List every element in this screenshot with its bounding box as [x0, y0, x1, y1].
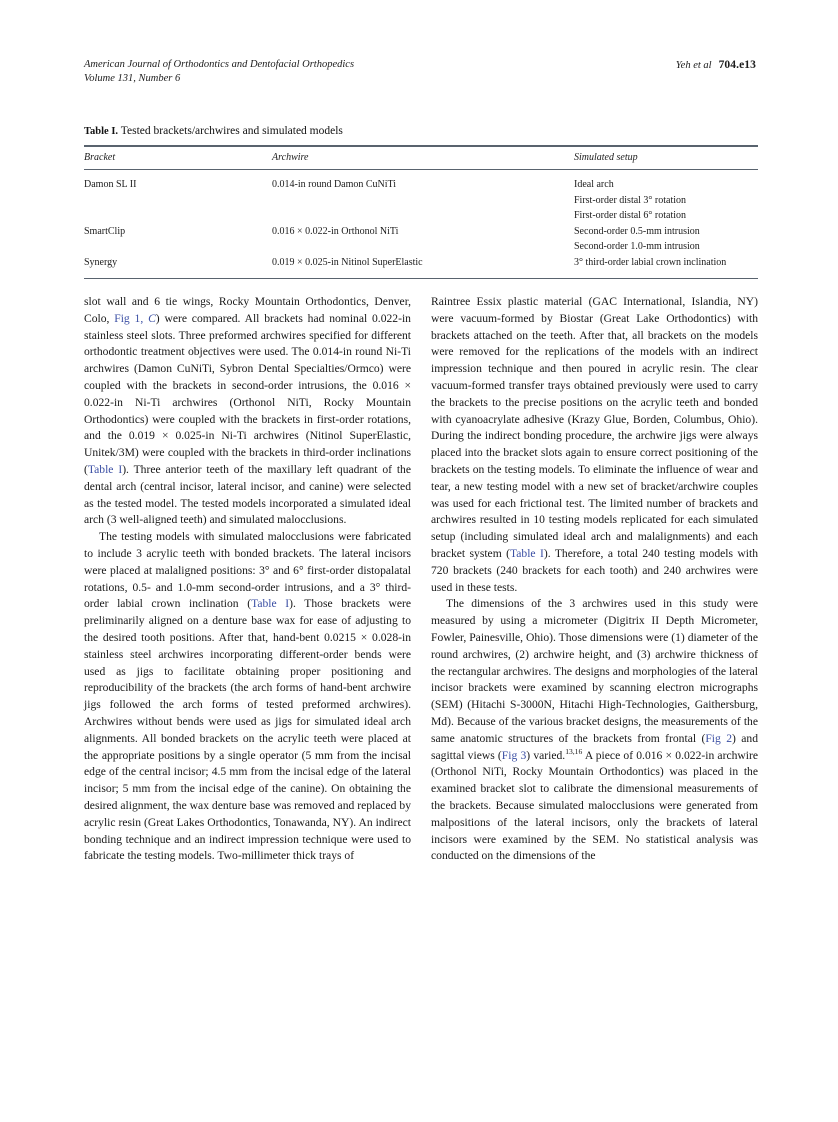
table-body: [84, 170, 758, 279]
journal-title: [84, 58, 354, 86]
figure-link[interactable]: Fig 3: [501, 748, 527, 762]
paragraph: [84, 294, 411, 529]
paragraph: [431, 294, 758, 596]
author-citation: Yeh et al: [675, 60, 712, 71]
text-run: ,: [140, 311, 149, 325]
right-column: [431, 294, 758, 865]
setup-line: Second-order 1.0-mm intrusion: [574, 241, 700, 253]
table-block: [84, 124, 758, 279]
left-column: [84, 294, 411, 865]
text-run: slot wall and 6 tie wings, Rocky Mountain Orthodontics, Denver, Colo,: [84, 295, 411, 325]
column-header-archwire-label: Archwire: [272, 152, 309, 163]
cell-bracket: SmartClip: [84, 225, 126, 237]
text-run: The testing models with simulated malocclusions were fabricated to include 3 acrylic teeth with bonded brackets. The lateral incisors were placed at malaligned positions: 3° and 6° first-order distopalatal rotations, 0.5- and 1.0-mm second-order intrusions, and a 3° third-order labial crown inclination (: [84, 530, 411, 611]
text-run: ). Therefore, a total 240 testing models with 720 brackets (240 brackets for each tooth) and 240 archwires were used in these tests.: [431, 546, 759, 594]
cell-archwire: 0.014-in round Damon CuNiTi: [272, 179, 397, 190]
running-head: [84, 58, 756, 92]
journal-volume-issue: Volume 131, Number 6: [84, 73, 181, 84]
table-link[interactable]: Table I: [251, 597, 290, 611]
setup-line: First-order distal 3° rotation: [574, 194, 687, 206]
text-run: ). Those brackets were preliminarily aligned on a denture base wax for ease of adjusting to the desired tooth positions. After that, hand-bent 0.0215 × 0.028-in stainless steel archwires incorporating different-order bends were used as jigs to facilitate obtaining proper positioning and reproducibility of the brackets (the arch forms of hand-bent archwire jigs followed the arch forms of tested preformed archwires). Archwires without bends were used as jigs for simulated ideal arch alignments. All bonded brackets on the acrylic teeth were placed at the appropriate positions by a single operator (5 mm from the incisal edge of the central incisor; 4.5 mm from the incisal edge of the lateral incisor; 5 mm from the incisal edge of the canine). On obtaining the desired alignment, the wax denture base was removed and replaced by acrylic resin (Great Lakes Orthodontics, Tonawanda, NY). An indirect bonding technique and an indirect impression technique were used to fabricate the testing models. Two-millimeter thick trays of: [84, 597, 412, 863]
text-run: A piece of 0.016 × 0.022-in archwire (Orthonol NiTi, Rocky Mountain Orthodontics) was placed in the examined bracket slot to calibrate the dimensional measurements of the brackets. Because simulated malocclusions were generated from malpositions of the lateral incisors, only the brackets of lateral incisors were examined by the SEM. No statistical analysis was conducted on the dimensions of the: [431, 748, 758, 863]
table-head: [84, 146, 758, 170]
cell-archwire: 0.019 × 0.025-in Nitinol SuperElastic: [272, 256, 423, 268]
page-number: 704.e13: [718, 59, 756, 71]
setup-line: First-order distal 6° rotation: [574, 210, 687, 222]
setup-line: 3° third-order labial crown inclination: [574, 256, 727, 268]
text-run: ). Three anterior teeth of the maxillary left quadrant of the dental arch (central incisor, lateral incisor, and canine) were selected as the tested model. The tested models incorporated a simulated ideal arch (3 well-aligned teeth) and simulated malocclusions.: [84, 462, 412, 527]
table-caption: [84, 124, 758, 139]
cell-setup: [574, 224, 758, 255]
cell-archwire: 0.016 × 0.022-in Orthonol NiTi: [272, 225, 399, 237]
table-title: Tested brackets/archwires and simulated models: [120, 125, 343, 137]
text-run: ) and sagittal views (: [431, 731, 758, 762]
text-run: ) varied.: [526, 748, 566, 762]
column-header-simulated-setup: [574, 146, 758, 170]
cell-bracket: Damon SL II: [84, 179, 137, 190]
table-row: [84, 255, 758, 278]
cell-bracket: Synergy: [84, 256, 118, 268]
cell-setup: [574, 170, 758, 224]
figure-link[interactable]: Fig 2: [705, 731, 732, 745]
tested-brackets-table: [84, 145, 758, 279]
text-run: The dimensions of the 3 archwires used in this study were measured by using a micrometer (Digitrix II Depth Micrometer, Fowler, Painesville, Ohio). Those dimensions were (1) diameter of the round archwires, (2) archwire height, and (3) archwire thickness of the rectangular archwires. The designs and morphologies of the lateral incisor brackets were examined by scanning electron micrographs (SEM) (Hitachi S-3000N, Hitachi High-Technologies, Gaithersburg, Md). Because of the various bracket designs, the measurements of the same anatomic structures of the brackets from frontal (: [431, 597, 758, 745]
table-link[interactable]: Table I: [510, 546, 544, 560]
cell-setup: [574, 255, 758, 278]
figure-panel-link[interactable]: C: [148, 311, 156, 325]
table-row: [84, 170, 758, 224]
table-label: Table I.: [84, 126, 119, 137]
paragraph: [431, 596, 758, 865]
article-body: [84, 294, 758, 1094]
text-run: ) were compared. All brackets had nominal 0.022-in stainless steel slots. Three preformed archwires specified for different orthodontic treatment objectives were used. The 0.014-in round Ni-Ti archwires (Damon CuNiTi, Sybron Dental Specialties/Ormco) were coupled with the brackets in second-order intrusions, the 0.016 × 0.022-in Ni-Ti archwires (Orthonol NiTi, Rocky Mountain Orthodontics) were coupled with the brackets in first-order rotations, and the 0.019 × 0.025-in Ni-Ti archwires (Nitinol SuperElastic, Unitek/3M) were coupled with the brackets in third-order inclinations (: [84, 311, 411, 476]
journal-name: American Journal of Orthodontics and Dentofacial Orthopedics: [84, 59, 355, 70]
reference-superscript[interactable]: 13,16: [565, 746, 583, 756]
text-run: Raintree Essix plastic material (GAC International, Islandia, NY) were vacuum-formed by Biostar (Great Lake Orthodontics) with brackets attached on the teeth. After that, all brackets on the models were removed for the replications of the models with an indirect impression technique and then poured in acrylic resin. The clear vacuum-formed transfer trays obtained previously were used to carry the brackets to the precise positions on the acrylic teeth and bonded with cyanoacrylate adhesive (Krazy Glue, Borden, Columbus, Ohio). During the indirect bonding procedure, the archwire jigs were always placed into the bracket slots again to ensure correct positioning of the brackets on the testing models. To eliminate the influence of wear and tear, a new testing model with a new set of bracket/archwire couples was used for each frictional test. The limited number of brackets and archwires resulted in 10 testing models replicated for each simulated setup (including simulated ideal arch and malalignments) and each bracket system (: [431, 295, 758, 560]
setup-line: Second-order 0.5-mm intrusion: [574, 225, 700, 237]
table-header-row: [84, 146, 758, 170]
column-header-bracket: Bracket: [84, 152, 116, 163]
figure-link[interactable]: Fig 1: [114, 311, 141, 325]
paragraph: [84, 529, 411, 865]
running-head-right: [676, 58, 756, 73]
setup-line: Ideal arch: [574, 179, 614, 190]
table-link[interactable]: Table I: [87, 462, 123, 476]
column-header-archwire: [272, 146, 574, 170]
column-header-setup-label: Simulated setup: [574, 152, 638, 163]
table-row: [84, 224, 758, 255]
